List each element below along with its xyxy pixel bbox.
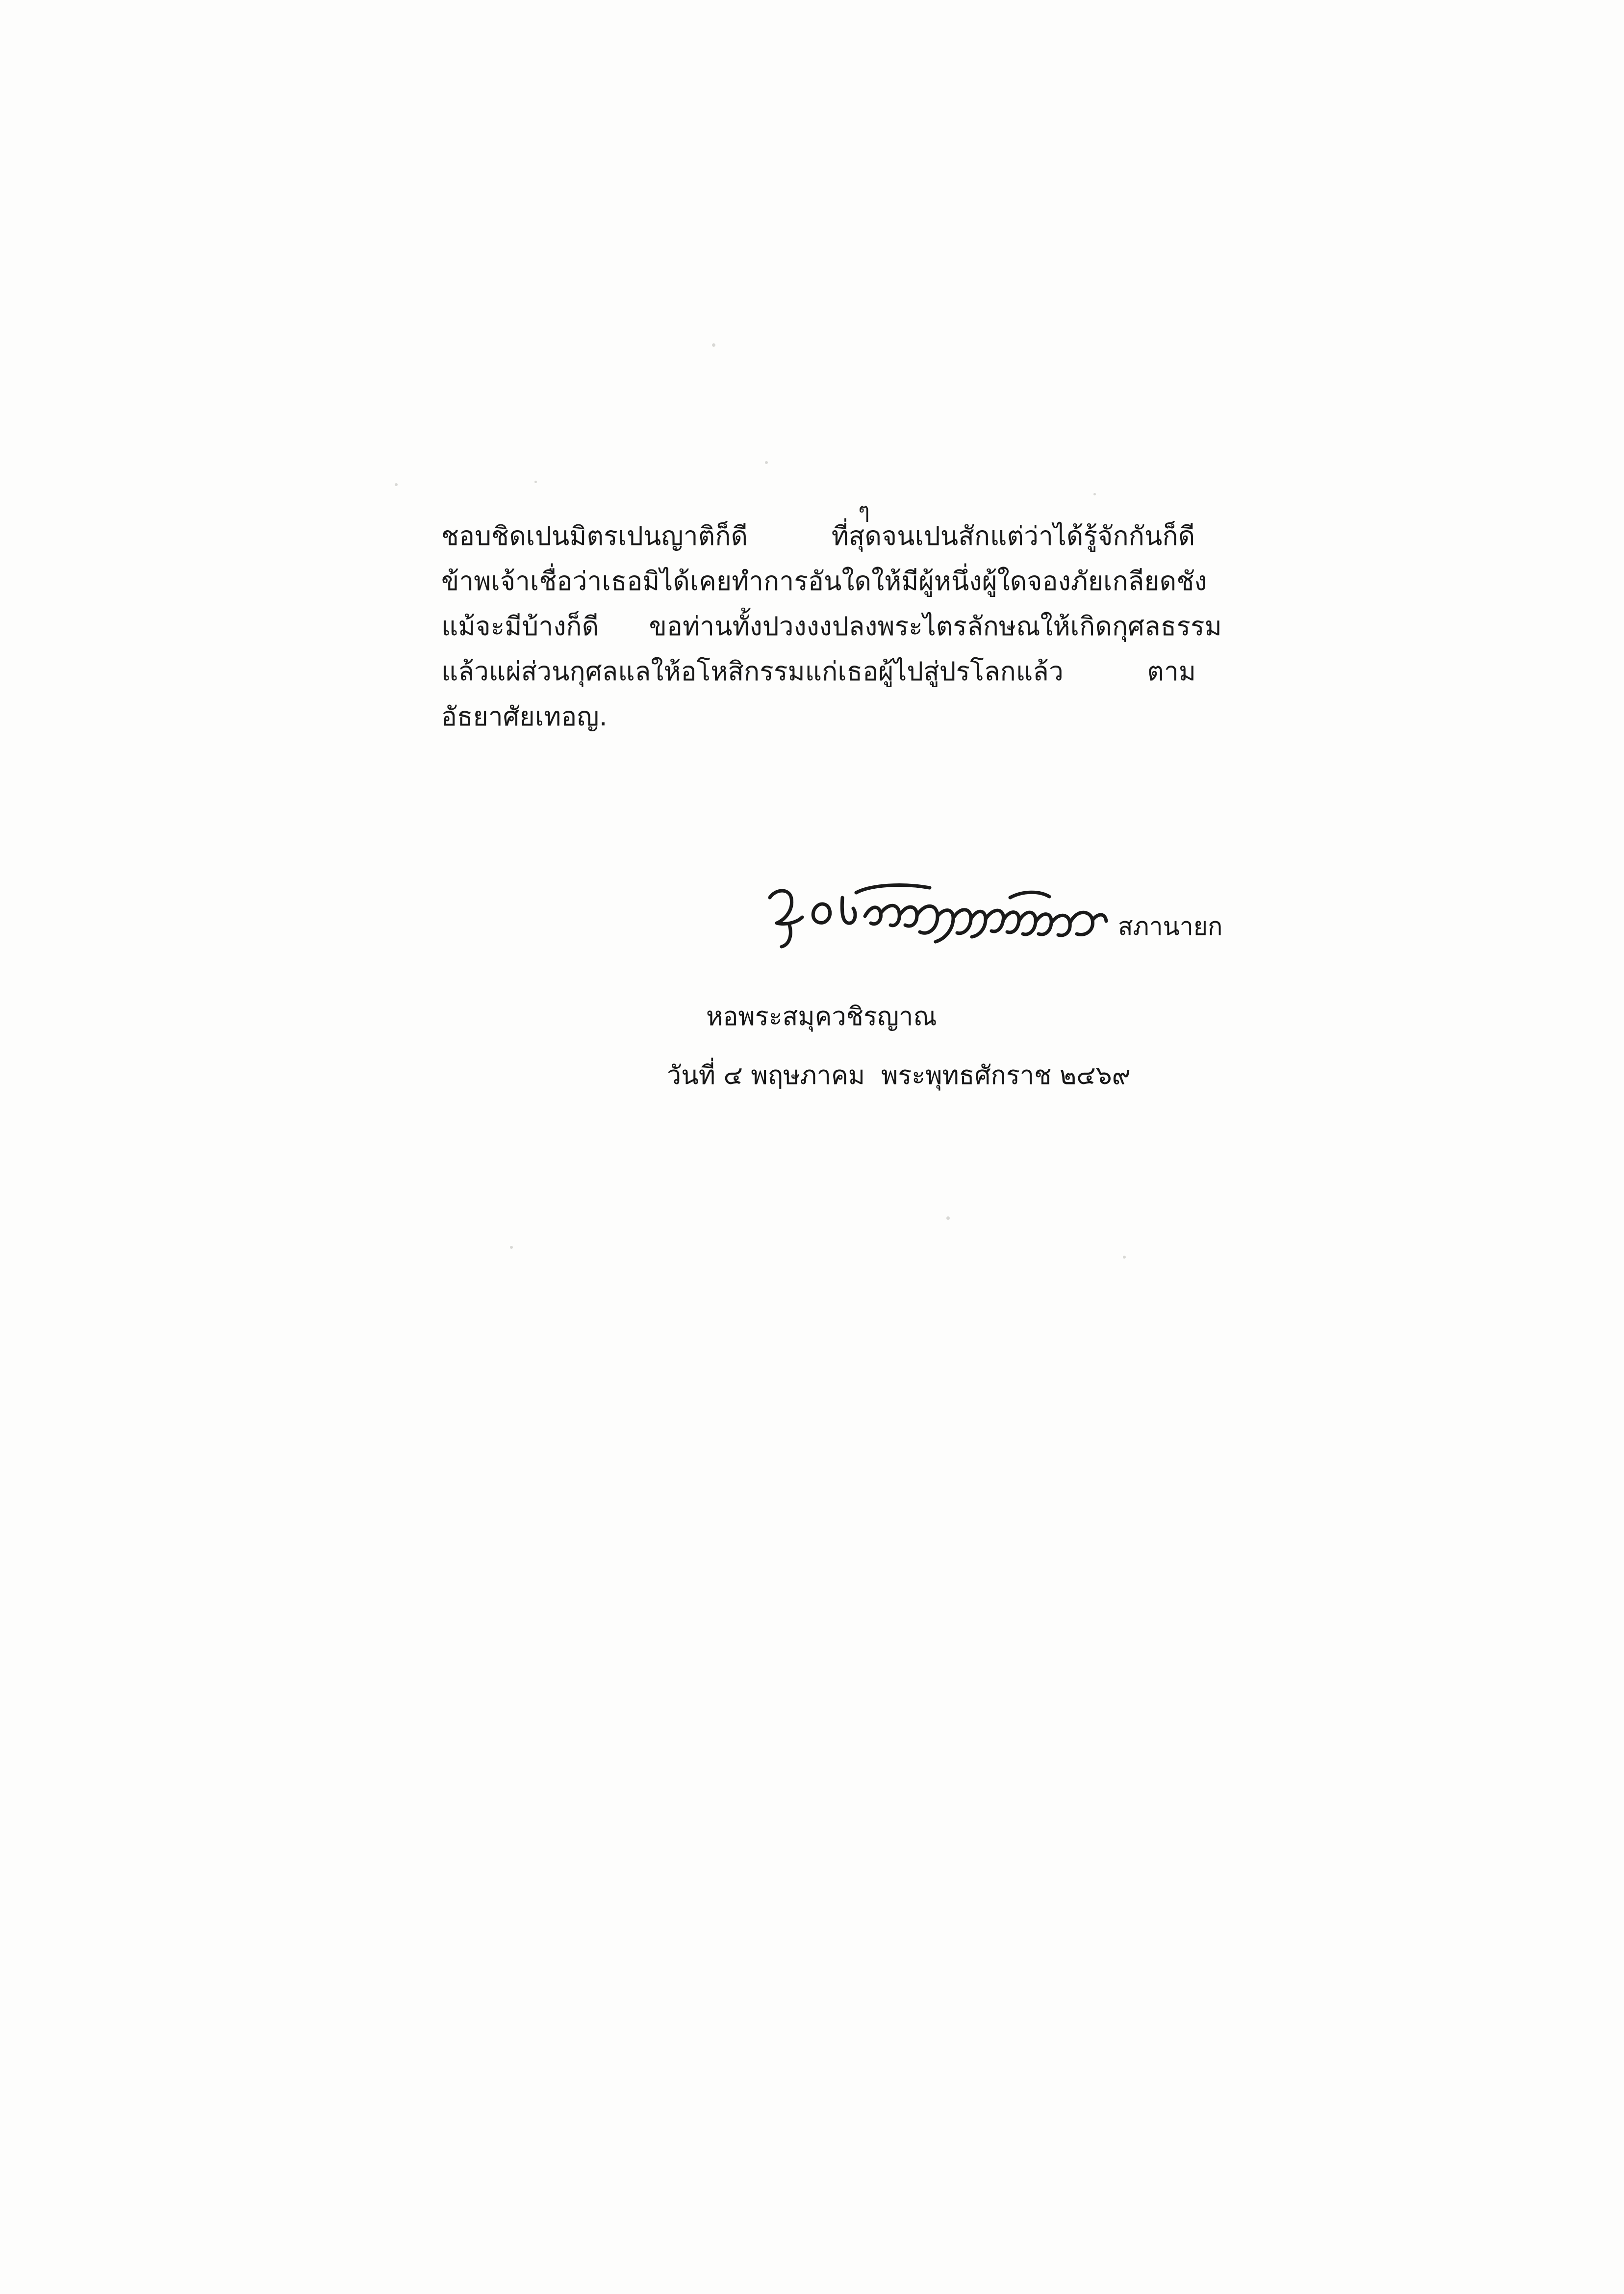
signature-title: สภานายก [1118,912,1223,941]
body-line: ข้าพเจ้าเชื่อว่าเธอมิได้เคยทำการอันใดให้มีผู้หนึ่งผู้ใดจองภัยเกลียดชัง [441,566,1207,596]
scan-speck [534,481,537,483]
date-line: วันที่ ๔ พฤษภาคม พระพุทธศักราช ๒๔๖๙ [667,1061,1131,1090]
body-line: ๆ [858,498,870,523]
body-line: แล้วแผ่ส่วนกุศลแลให้อโหสิกรรมแก่เธอผู้ไปสู่ปรโลกแล้ว ตาม [441,657,1196,687]
scan-speck [946,1216,950,1220]
body-line: แม้จะมีบ้างก็ดี ขอท่านทั้งปวงงงปลงพระไตรลักษณให้เกิดกุศลธรรม [441,611,1222,642]
scan-speck [1123,1256,1126,1259]
scan-speck [1093,493,1096,495]
scan-speck [510,1246,513,1249]
signature-block [755,878,1393,966]
body-line: อัธยาศัยเทอญ. [441,702,608,732]
scan-speck [765,461,768,464]
handwritten-signature-icon [755,878,1128,961]
body-line: ชอบชิดเปนมิตรเปนญาติก็ดี ที่สุดจนเปนสักแต่ว่าได้รู้จักกันก็ดี [441,521,1195,551]
organization-line: หอพระสมุควชิรญาณ [706,1002,937,1031]
letter-body [441,500,1353,749]
scan-speck [395,483,398,486]
scan-speck [712,343,715,347]
